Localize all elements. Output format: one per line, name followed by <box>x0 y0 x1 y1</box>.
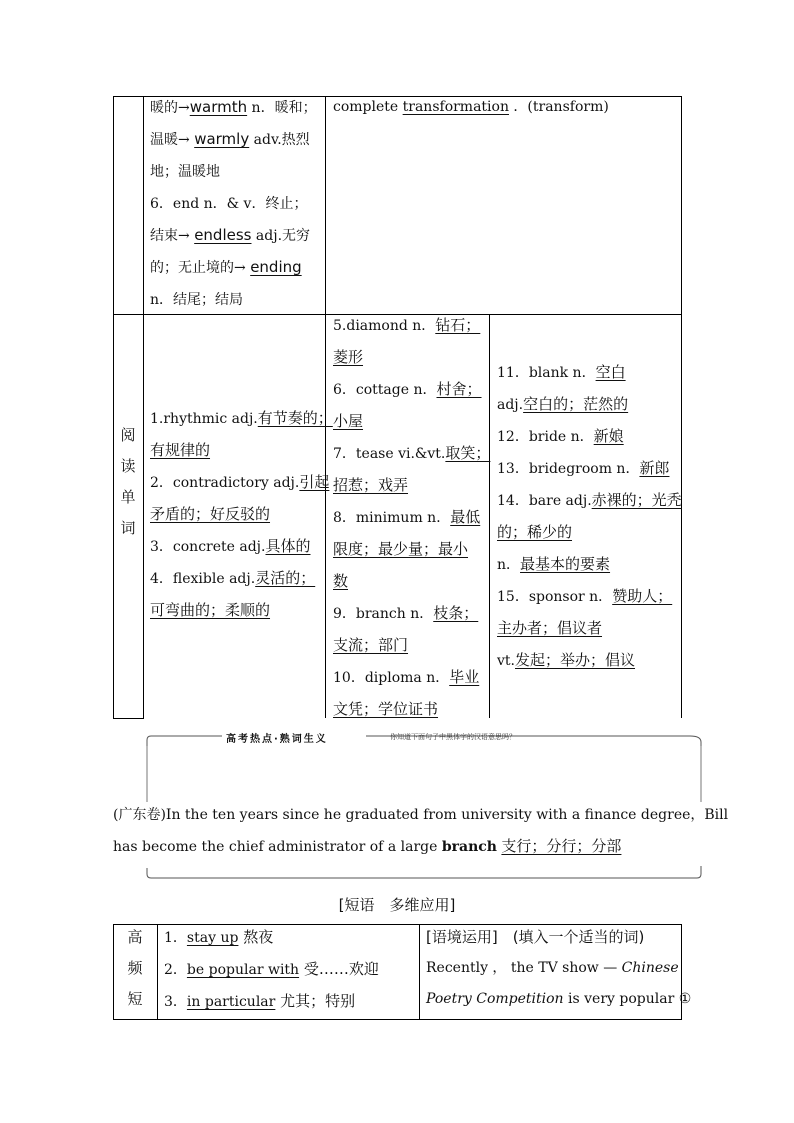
hotspot-subtitle: 你知道下面句子中黑体字的汉语意思吗？ <box>390 733 516 741</box>
answer-blank: 最低 <box>450 508 481 526</box>
answer-blank: 可弯曲的；柔顺的 <box>150 601 271 619</box>
vocab-column-3 <box>497 357 682 677</box>
section-heading: [短语 多维应用] <box>338 896 456 914</box>
vocab-line: vt.发起；举办；倡议 <box>497 651 636 669</box>
answer-blank: 枝条； <box>433 604 479 622</box>
phrase-list <box>164 922 379 1018</box>
hotspot-title: 高考热点·熟词生义 <box>226 734 328 745</box>
answer-blank: 支行；分行；分部 <box>501 837 622 855</box>
vocab-line <box>497 517 682 549</box>
word-family-cell <box>150 92 317 316</box>
answer-blank: 有规律的 <box>150 441 211 459</box>
vocab-line: n．结尾；结局 <box>150 292 244 308</box>
answer-blank: 有节奏的； <box>257 409 333 427</box>
vocab-line <box>333 534 490 566</box>
vocab-line: adj.空白的；茫然的 <box>497 395 629 413</box>
answer-blank: 文凭；学位证书 <box>333 700 439 718</box>
answer-blank: endless <box>194 226 252 244</box>
vocab-line: 的；无止境的→ ending <box>150 258 302 276</box>
answer-blank: 新郎 <box>639 459 670 477</box>
answer-blank: 支流；部门 <box>333 636 409 654</box>
answer-blank: 赤裸的；光秃 <box>591 491 682 509</box>
vocab-line <box>333 694 490 726</box>
answer-blank: 招惹；戏弄 <box>333 476 409 494</box>
vocab-line <box>497 613 682 645</box>
vocab-line: 温暖→ warmly adv.热烈 <box>150 130 310 148</box>
vocab-line <box>333 342 490 374</box>
vocab-line <box>150 435 333 467</box>
vocab-line: 4．flexible adj.灵活的； <box>150 569 316 587</box>
answer-blank: warmth <box>189 98 248 116</box>
answer-blank: be popular with <box>186 962 300 978</box>
vocab-line: 8．minimum n．最低 <box>333 508 481 526</box>
answer-blank: 菱形 <box>333 348 364 366</box>
answer-blank: 空白的；茫然的 <box>523 395 629 413</box>
answer-blank: 引起 <box>299 473 330 491</box>
answer-blank: 数 <box>333 572 349 590</box>
transformation-cell <box>333 92 609 123</box>
vocab-line <box>333 470 490 502</box>
answer-blank: 村舍； <box>436 380 482 398</box>
vocab-line: 11．blank n．空白 <box>497 363 626 381</box>
vocab-line <box>150 595 333 627</box>
answer-blank: 取笑； <box>445 444 491 462</box>
vocab-line: 9．branch n．枝条； <box>333 604 479 622</box>
answer-blank: 小屋 <box>333 412 364 430</box>
vocab-line: 5.diamond n．钻石； <box>333 316 481 334</box>
vocab-line: 13．bridegroom n．新郎 <box>497 459 670 477</box>
answer-blank: 空白 <box>595 363 626 381</box>
answer-blank: 灵活的； <box>255 569 316 587</box>
answer-blank: 的；稀少的 <box>497 523 573 541</box>
cell-text: complete <box>333 99 403 115</box>
vocab-line: 15．sponsor n．赞助人； <box>497 587 673 605</box>
vocab-line: 3．concrete adj.具体的 <box>150 537 311 555</box>
answer-blank: 主办者；倡议者 <box>497 619 603 637</box>
phrase-item: 3．in particular 尤其；特别 <box>164 992 356 1010</box>
vocab-line <box>333 630 490 662</box>
answer-blank: 钻石； <box>435 316 481 334</box>
answer-blank: in particular <box>186 994 276 1010</box>
vocab-line: 7．tease vi.&vt.取笑； <box>333 444 491 462</box>
hotspot-sentence-line-1: (广东卷)In the ten years since he graduated from university with a finance degree，Bill <box>113 807 729 823</box>
vocab-line: 14．bare adj.赤裸的；光秃 <box>497 491 682 509</box>
answer-blank: 赞助人； <box>612 587 673 605</box>
vocab-line: 2．contradictory adj.引起 <box>150 473 330 491</box>
vocab-line: 6．end n．& v．终止； <box>150 196 308 212</box>
vocab-line: 6．cottage n．村舍； <box>333 380 482 398</box>
answer-blank: warmly <box>194 130 250 148</box>
answer-blank: 具体的 <box>265 537 311 555</box>
phrase-item: 2．be popular with 受……欢迎 <box>164 960 379 978</box>
answer-blank: stay up <box>186 930 239 946</box>
vocab-line: 12．bride n．新娘 <box>497 427 624 445</box>
vocab-line: 1.rhythmic adj.有节奏的； <box>150 409 333 427</box>
answer-blank: transformation <box>402 99 509 115</box>
side-label-phrases: 高 频 短 <box>127 928 143 1008</box>
answer-blank: 矛盾的；好反驳的 <box>150 505 271 523</box>
answer-blank: 毕业 <box>449 668 480 686</box>
vocab-line: 结束→ endless adj.无穷 <box>150 226 311 244</box>
bold-keyword: branch <box>441 839 497 855</box>
answer-blank: ending <box>250 258 302 276</box>
answer-blank: 发起；举办；倡议 <box>515 651 636 669</box>
vocab-line: 地；温暖地 <box>150 164 220 180</box>
vocab-line <box>333 406 490 438</box>
phrase-item: 1．stay up 熬夜 <box>164 928 274 946</box>
answer-blank: 限度；最少量；最小 <box>333 540 469 558</box>
vocab-line: 暖的→warmth n．暖和； <box>150 98 317 116</box>
answer-blank: 最基本的要素 <box>520 555 611 573</box>
vocab-column-1 <box>150 403 333 627</box>
context-exercise: [语境运用] (填入一个适当的词) Recently ， the TV show — Chinese Poetry Competition is very popular ① <box>426 928 692 1007</box>
answer-blank: 新娘 <box>593 427 624 445</box>
vocab-line <box>150 499 333 531</box>
vocab-line: 10．diploma n．毕业 <box>333 668 480 686</box>
vocab-line <box>333 566 490 598</box>
vocab-line: n．最基本的要素 <box>497 555 611 573</box>
side-label-reading-words: 阅 读 单 词 <box>120 426 136 537</box>
hotspot-sentence-line-2: has become the chief administrator of a large branch 支行；分行；分部 <box>113 837 622 855</box>
cell-text: ．(transform) <box>508 99 609 115</box>
vocab-column-2 <box>333 310 490 726</box>
